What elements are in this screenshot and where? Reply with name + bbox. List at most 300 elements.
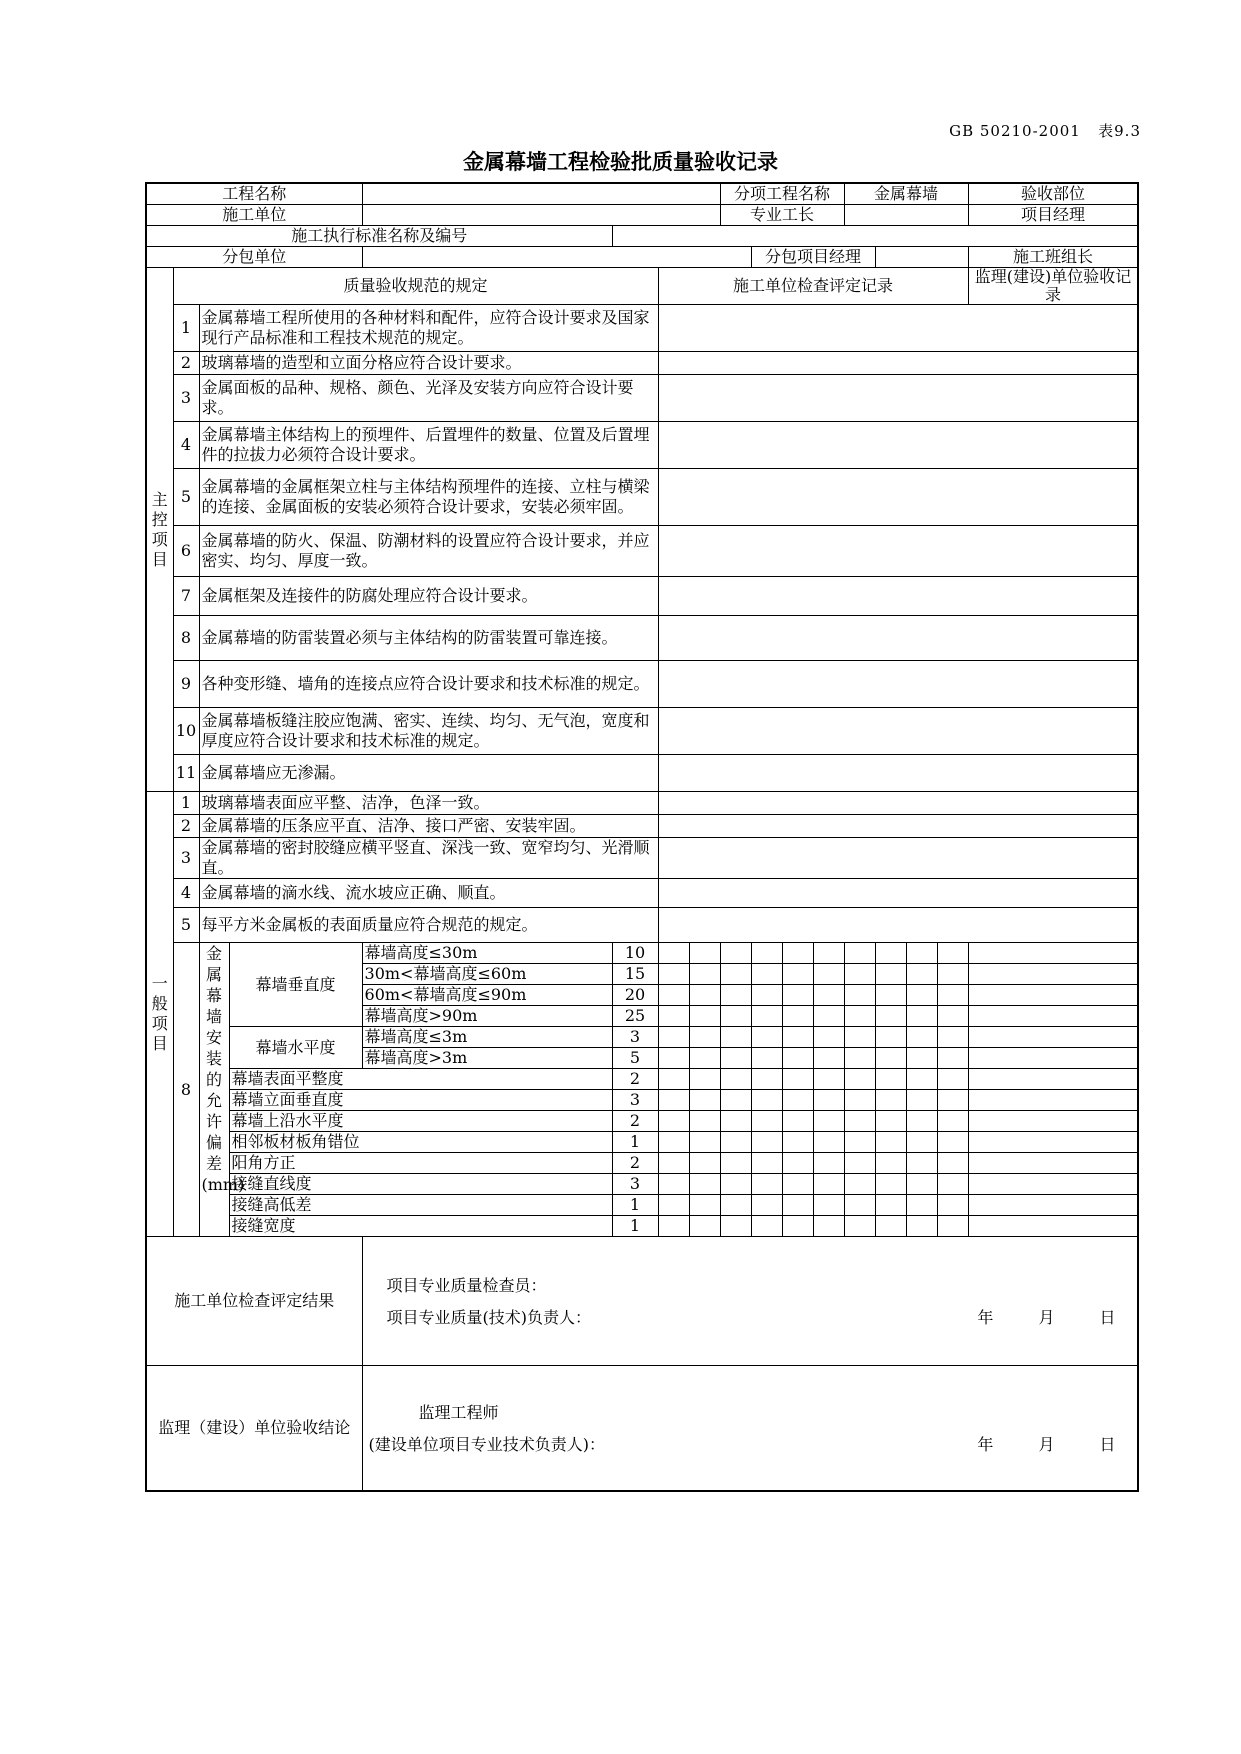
- deviation-row: [146, 1111, 1138, 1132]
- construction-result-label: 施工单位检查评定结果: [146, 1237, 362, 1366]
- measure-cell[interactable]: [720, 1048, 751, 1069]
- measure-cell[interactable]: [875, 1111, 906, 1132]
- measure-cell[interactable]: [782, 964, 813, 985]
- measure-cell[interactable]: [875, 1174, 906, 1195]
- measure-cell[interactable]: [782, 1090, 813, 1111]
- supervision-row: [146, 1366, 1138, 1492]
- main-item-no: 9: [173, 661, 199, 708]
- measure-cell[interactable]: [844, 1216, 875, 1237]
- main-item-text: 金属幕墙应无渗漏。: [199, 755, 658, 792]
- measure-cell[interactable]: [689, 985, 720, 1006]
- measure-cell[interactable]: [906, 1132, 937, 1153]
- deviation-allowed: 1: [612, 1195, 658, 1216]
- measure-cell[interactable]: [689, 1090, 720, 1111]
- main-item-row: [146, 352, 1138, 375]
- measure-cell[interactable]: [720, 1195, 751, 1216]
- measure-cell[interactable]: [813, 1048, 844, 1069]
- deviation-allowed: 3: [612, 1174, 658, 1195]
- measure-cell[interactable]: [782, 1111, 813, 1132]
- supervise-record-cell[interactable]: [968, 1090, 1138, 1111]
- supervise-record-cell[interactable]: [968, 1048, 1138, 1069]
- measure-cell[interactable]: [689, 1048, 720, 1069]
- measure-cell[interactable]: [658, 1006, 689, 1027]
- deviation-allowed: 15: [612, 964, 658, 985]
- measure-cell[interactable]: [751, 1132, 782, 1153]
- deviation-item: 幕墙表面平整度: [229, 1069, 612, 1090]
- main-item-row: [146, 755, 1138, 792]
- measure-cell[interactable]: [720, 1174, 751, 1195]
- check-record-cell[interactable]: [658, 838, 1138, 879]
- measure-cell[interactable]: [937, 1132, 968, 1153]
- measure-cell[interactable]: [937, 1090, 968, 1111]
- main-item-row: [146, 526, 1138, 577]
- measure-cell[interactable]: [906, 1174, 937, 1195]
- measure-cell[interactable]: [875, 943, 906, 964]
- general-item-row: [146, 908, 1138, 943]
- measure-cell[interactable]: [875, 1090, 906, 1111]
- supervise-record-cell[interactable]: [968, 1069, 1138, 1090]
- check-record-cell[interactable]: [658, 577, 1138, 616]
- measure-cell[interactable]: [689, 1153, 720, 1174]
- label-subcontract-manager: 分包项目经理: [751, 247, 875, 268]
- measure-cell[interactable]: [751, 1069, 782, 1090]
- deviation-item: 阳角方正: [229, 1153, 612, 1174]
- check-record-cell[interactable]: [658, 526, 1138, 577]
- measure-cell[interactable]: [658, 1111, 689, 1132]
- measure-cell[interactable]: [937, 1153, 968, 1174]
- measure-cell[interactable]: [937, 1069, 968, 1090]
- measure-cell[interactable]: [937, 1111, 968, 1132]
- deviation-allowed: 20: [612, 985, 658, 1006]
- measure-cell[interactable]: [813, 1195, 844, 1216]
- label-foreman: 专业工长: [720, 205, 844, 226]
- measure-cell[interactable]: [658, 964, 689, 985]
- measure-cell[interactable]: [844, 1048, 875, 1069]
- main-item-row: [146, 422, 1138, 469]
- measure-cell[interactable]: [689, 1006, 720, 1027]
- measure-cell[interactable]: [658, 1195, 689, 1216]
- measure-cell[interactable]: [813, 1090, 844, 1111]
- general-item-no: 2: [173, 815, 199, 838]
- measure-cell[interactable]: [751, 1006, 782, 1027]
- measure-cell[interactable]: [751, 943, 782, 964]
- deviation-item: 幕墙上沿水平度: [229, 1111, 612, 1132]
- measure-cell[interactable]: [844, 964, 875, 985]
- measure-cell[interactable]: [720, 1216, 751, 1237]
- deviation-row: [146, 1174, 1138, 1195]
- general-item-text: 金属幕墙的压条应平直、洁净、接口严密、安装牢固。: [199, 815, 658, 838]
- measure-cell[interactable]: [658, 1132, 689, 1153]
- measure-cell[interactable]: [875, 1006, 906, 1027]
- measure-cell[interactable]: [875, 964, 906, 985]
- supervise-record-cell[interactable]: [968, 1027, 1138, 1048]
- measure-cell[interactable]: [720, 1111, 751, 1132]
- label-sub-project: 分项工程名称: [720, 183, 844, 205]
- date-text: 年 月 日: [977, 1308, 1136, 1327]
- check-record-cell[interactable]: [658, 352, 1138, 375]
- measure-cell[interactable]: [658, 943, 689, 964]
- measure-cell[interactable]: [689, 1195, 720, 1216]
- check-record-cell[interactable]: [658, 422, 1138, 469]
- check-record-cell[interactable]: [658, 616, 1138, 661]
- measure-cell[interactable]: [689, 1027, 720, 1048]
- measure-cell[interactable]: [689, 1174, 720, 1195]
- measure-cell[interactable]: [658, 1153, 689, 1174]
- field-construction-unit[interactable]: [362, 205, 720, 226]
- measure-cell[interactable]: [813, 943, 844, 964]
- measure-cell[interactable]: [689, 964, 720, 985]
- measure-cell[interactable]: [658, 1090, 689, 1111]
- measure-cell[interactable]: [689, 1216, 720, 1237]
- deviation-item: 相邻板材板角错位: [229, 1132, 612, 1153]
- deviation-allowed: 1: [612, 1132, 658, 1153]
- measure-cell[interactable]: [875, 985, 906, 1006]
- column-supervise: 监理(建设)单位验收记录: [968, 268, 1138, 305]
- measure-cell[interactable]: [937, 943, 968, 964]
- deviation-row: [146, 1090, 1138, 1111]
- measure-cell[interactable]: [751, 1195, 782, 1216]
- measure-cell[interactable]: [937, 1006, 968, 1027]
- supervise-record-cell[interactable]: [968, 1195, 1138, 1216]
- general-item-row: [146, 838, 1138, 879]
- engineer-line: 监理工程师: [418, 1403, 499, 1422]
- measure-cell[interactable]: [844, 1153, 875, 1174]
- measure-cell[interactable]: [844, 1195, 875, 1216]
- main-item-row: [146, 577, 1138, 616]
- main-item-no: 1: [173, 305, 199, 352]
- check-record-cell[interactable]: [658, 755, 1138, 792]
- general-item-no: 5: [173, 908, 199, 943]
- inspection-form: [145, 182, 1139, 1492]
- measure-cell[interactable]: [906, 1090, 937, 1111]
- measure-cell[interactable]: [782, 943, 813, 964]
- measure-cell[interactable]: [813, 964, 844, 985]
- measure-cell[interactable]: [875, 1027, 906, 1048]
- measure-cell[interactable]: [937, 964, 968, 985]
- supervise-record-cell[interactable]: [968, 1153, 1138, 1174]
- deviation-allowed: 10: [612, 943, 658, 964]
- measure-cell[interactable]: [689, 943, 720, 964]
- main-item-row: [146, 661, 1138, 708]
- main-item-text: 金属幕墙板缝注胶应饱满、密实、连续、均匀、无气泡，宽度和厚度应符合设计要求和技术标准的规定。: [199, 708, 658, 755]
- label-project-name: 工程名称: [146, 183, 362, 205]
- supervise-record-cell[interactable]: [968, 1132, 1138, 1153]
- main-item-row: [146, 305, 1138, 352]
- field-project-name[interactable]: [362, 183, 720, 205]
- info-row-2: [146, 205, 1138, 226]
- main-item-text: 金属面板的品种、规格、颜色、光泽及安装方向应符合设计要求。: [199, 375, 658, 422]
- measure-cell[interactable]: [875, 1069, 906, 1090]
- measure-cell[interactable]: [844, 1111, 875, 1132]
- check-record-cell[interactable]: [658, 792, 1138, 815]
- deviation-allowed: 3: [612, 1090, 658, 1111]
- measure-cell[interactable]: [937, 985, 968, 1006]
- measure-cell[interactable]: [751, 1174, 782, 1195]
- main-item-no: 7: [173, 577, 199, 616]
- measure-cell[interactable]: [937, 1174, 968, 1195]
- measure-cell[interactable]: [720, 985, 751, 1006]
- measure-cell[interactable]: [875, 1132, 906, 1153]
- main-item-row: [146, 616, 1138, 661]
- deviation-row: [146, 1027, 1138, 1048]
- main-item-text: 金属框架及连接件的防腐处理应符合设计要求。: [199, 577, 658, 616]
- measure-cell[interactable]: [813, 985, 844, 1006]
- measure-cell[interactable]: [782, 1048, 813, 1069]
- measure-cell[interactable]: [937, 1216, 968, 1237]
- measure-cell[interactable]: [906, 1195, 937, 1216]
- main-item-no: 8: [173, 616, 199, 661]
- measure-cell[interactable]: [720, 1132, 751, 1153]
- measure-cell[interactable]: [844, 1006, 875, 1027]
- measure-cell[interactable]: [720, 1027, 751, 1048]
- measure-cell[interactable]: [937, 1048, 968, 1069]
- deviation-allowed: 1: [612, 1216, 658, 1237]
- main-item-no: 2: [173, 352, 199, 375]
- deviation-condition: 30m<幕墙高度≤60m: [362, 964, 612, 985]
- measure-cell[interactable]: [844, 1132, 875, 1153]
- info-row-3: [146, 226, 1138, 247]
- main-item-no: 10: [173, 708, 199, 755]
- column-check: 施工单位检查评定记录: [658, 268, 968, 305]
- main-item-text: 各种变形缝、墙角的连接点应符合设计要求和技术标准的规定。: [199, 661, 658, 708]
- measure-cell[interactable]: [658, 1069, 689, 1090]
- measure-cell[interactable]: [782, 985, 813, 1006]
- deviation-item: 接缝直线度: [229, 1174, 612, 1195]
- measure-cell[interactable]: [906, 1069, 937, 1090]
- measure-cell[interactable]: [782, 1069, 813, 1090]
- measure-cell[interactable]: [906, 1006, 937, 1027]
- measure-cell[interactable]: [813, 1111, 844, 1132]
- measure-cell[interactable]: [813, 1153, 844, 1174]
- measure-cell[interactable]: [751, 985, 782, 1006]
- deviation-condition: 幕墙高度>90m: [362, 1006, 612, 1027]
- label-standard: 施工执行标准名称及编号: [146, 226, 612, 247]
- measure-cell[interactable]: [937, 1195, 968, 1216]
- measure-cell[interactable]: [875, 1216, 906, 1237]
- deviation-row: [146, 1153, 1138, 1174]
- deviation-allowed: 5: [612, 1048, 658, 1069]
- standard-code: GB 50210-2001 表9.3: [949, 122, 1141, 140]
- measure-cell[interactable]: [844, 985, 875, 1006]
- measure-cell[interactable]: [782, 1027, 813, 1048]
- supervise-record-cell[interactable]: [968, 1174, 1138, 1195]
- measure-cell[interactable]: [844, 1069, 875, 1090]
- measure-cell[interactable]: [720, 1090, 751, 1111]
- measure-cell[interactable]: [782, 1153, 813, 1174]
- check-record-cell[interactable]: [658, 661, 1138, 708]
- measure-cell[interactable]: [813, 1027, 844, 1048]
- measure-cell[interactable]: [751, 1111, 782, 1132]
- deviation-condition: 幕墙高度≤3m: [362, 1027, 612, 1048]
- supervise-record-cell[interactable]: [968, 1006, 1138, 1027]
- supervise-record-cell[interactable]: [968, 1111, 1138, 1132]
- general-item-text: 金属幕墙的密封胶缝应横平竖直、深浅一致、宽窄均匀、光滑顺直。: [199, 838, 658, 879]
- deviation-item: 幕墙立面垂直度: [229, 1090, 612, 1111]
- measure-cell[interactable]: [720, 1069, 751, 1090]
- measure-cell[interactable]: [689, 1111, 720, 1132]
- measure-cell[interactable]: [937, 1027, 968, 1048]
- measure-cell[interactable]: [751, 1027, 782, 1048]
- measure-cell[interactable]: [813, 1132, 844, 1153]
- measure-cell[interactable]: [658, 985, 689, 1006]
- measure-cell[interactable]: [751, 1090, 782, 1111]
- deviation-row: [146, 1069, 1138, 1090]
- measure-cell[interactable]: [782, 1006, 813, 1027]
- label-team-leader: 施工班组长: [968, 247, 1138, 268]
- deviation-row: [146, 1132, 1138, 1153]
- check-record-cell[interactable]: [658, 375, 1138, 422]
- general-item-no: 1: [173, 792, 199, 815]
- measure-cell[interactable]: [906, 964, 937, 985]
- measure-cell[interactable]: [844, 943, 875, 964]
- inspector-line: 项目专业质量检查员：: [386, 1276, 547, 1295]
- deviation-label: 金属幕墙安装的允许偏差(mm): [199, 943, 229, 1237]
- field-sub-project[interactable]: 金属幕墙: [844, 183, 968, 205]
- measure-cell[interactable]: [906, 1111, 937, 1132]
- column-header-row: [146, 268, 1138, 305]
- construction-result-row: [146, 1237, 1138, 1366]
- measure-cell[interactable]: [720, 1153, 751, 1174]
- measure-cell[interactable]: [658, 1174, 689, 1195]
- measure-cell[interactable]: [751, 1048, 782, 1069]
- measure-cell[interactable]: [813, 1069, 844, 1090]
- deviation-no: 8: [173, 943, 199, 1237]
- supervise-record-cell[interactable]: [968, 964, 1138, 985]
- deviation-row: [146, 1195, 1138, 1216]
- supervision-cell[interactable]: [362, 1366, 1138, 1492]
- deviation-row: [146, 943, 1138, 964]
- supervise-record-cell[interactable]: [968, 985, 1138, 1006]
- general-item-no: 4: [173, 879, 199, 908]
- field-subcontract-unit[interactable]: [362, 247, 751, 268]
- check-record-cell[interactable]: [658, 879, 1138, 908]
- measure-cell[interactable]: [720, 1006, 751, 1027]
- date-text: 年 月 日: [977, 1435, 1136, 1454]
- main-item-text: 金属幕墙的金属框架立柱与主体结构预埋件的连接、立柱与横梁的连接、金属面板的安装必须符合设计要求，安装必须牢固。: [199, 469, 658, 526]
- field-foreman[interactable]: [844, 205, 968, 226]
- main-item-row: [146, 708, 1138, 755]
- label-project-manager: 项目经理: [968, 205, 1138, 226]
- measure-cell[interactable]: [782, 1195, 813, 1216]
- measure-cell[interactable]: [875, 1153, 906, 1174]
- deviation-allowed: 2: [612, 1069, 658, 1090]
- info-row-4: [146, 247, 1138, 268]
- deviation-allowed: 2: [612, 1153, 658, 1174]
- main-item-no: 6: [173, 526, 199, 577]
- supervise-record-cell[interactable]: [968, 943, 1138, 964]
- measure-cell[interactable]: [658, 1216, 689, 1237]
- general-item-text: 玻璃幕墙表面应平整、洁净，色泽一致。: [199, 792, 658, 815]
- deviation-item: 接缝宽度: [229, 1216, 612, 1237]
- check-record-cell[interactable]: [658, 305, 1138, 352]
- main-item-text: 金属幕墙的防雷装置必须与主体结构的防雷装置可靠连接。: [199, 616, 658, 661]
- check-record-cell[interactable]: [658, 908, 1138, 943]
- general-items-label: 一般项目: [146, 792, 173, 1237]
- general-item-text: 每平方米金属板的表面质量应符合规范的规定。: [199, 908, 658, 943]
- label-acceptance-part: 验收部位: [968, 183, 1138, 205]
- field-subcontract-manager[interactable]: [875, 247, 968, 268]
- check-record-cell[interactable]: [658, 469, 1138, 526]
- measure-cell[interactable]: [875, 1048, 906, 1069]
- measure-cell[interactable]: [906, 943, 937, 964]
- main-item-no: 4: [173, 422, 199, 469]
- general-item-row: [146, 792, 1138, 815]
- general-item-row: [146, 879, 1138, 908]
- measure-cell[interactable]: [844, 1174, 875, 1195]
- measure-cell[interactable]: [751, 964, 782, 985]
- measure-cell[interactable]: [906, 1153, 937, 1174]
- main-item-text: 金属幕墙工程所使用的各种材料和配件，应符合设计要求及国家现行产品标准和工程技术规范的规定。: [199, 305, 658, 352]
- general-item-row: [146, 815, 1138, 838]
- main-item-text: 金属幕墙的防火、保温、防潮材料的设置应符合设计要求，并应密实、均匀、厚度一致。: [199, 526, 658, 577]
- page-title: 金属幕墙工程检验批质量验收记录: [463, 150, 778, 174]
- deviation-condition: 60m<幕墙高度≤90m: [362, 985, 612, 1006]
- measure-cell[interactable]: [844, 1090, 875, 1111]
- measure-cell[interactable]: [720, 964, 751, 985]
- general-item-no: 3: [173, 838, 199, 879]
- deviation-item: 接缝高低差: [229, 1195, 612, 1216]
- main-item-text: 金属幕墙主体结构上的预埋件、后置埋件的数量、位置及后置埋件的拉拔力必须符合设计要求。: [199, 422, 658, 469]
- measure-cell[interactable]: [658, 1027, 689, 1048]
- tech-leader-line: 项目专业质量(技术)负责人： 年 月 日: [387, 1303, 1136, 1333]
- construction-result-cell[interactable]: [362, 1237, 1138, 1366]
- measure-cell[interactable]: [751, 1216, 782, 1237]
- main-item-no: 11: [173, 755, 199, 792]
- info-row-1: [146, 183, 1138, 205]
- measure-cell[interactable]: [906, 985, 937, 1006]
- main-item-text: 玻璃幕墙的造型和立面分格应符合设计要求。: [199, 352, 658, 375]
- main-item-row: [146, 375, 1138, 422]
- deviation-row: [146, 1216, 1138, 1237]
- measure-cell[interactable]: [689, 1069, 720, 1090]
- main-items-label: 主控项目: [146, 268, 173, 792]
- supervise-record-cell[interactable]: [968, 1216, 1138, 1237]
- vertical-label: 幕墙垂直度: [229, 943, 362, 1027]
- level-label: 幕墙水平度: [229, 1027, 362, 1069]
- owner-leader-line: (建设单位项目专业技术负责人)： 年 月 日: [369, 1430, 1136, 1460]
- measure-cell[interactable]: [689, 1132, 720, 1153]
- deviation-condition: 幕墙高度>3m: [362, 1048, 612, 1069]
- measure-cell[interactable]: [813, 1006, 844, 1027]
- supervision-label: 监理（建设）单位验收结论: [146, 1366, 362, 1492]
- measure-cell[interactable]: [782, 1174, 813, 1195]
- deviation-allowed: 2: [612, 1111, 658, 1132]
- general-item-text: 金属幕墙的滴水线、流水坡应正确、顺直。: [199, 879, 658, 908]
- measure-cell[interactable]: [751, 1153, 782, 1174]
- measure-cell[interactable]: [813, 1174, 844, 1195]
- measure-cell[interactable]: [906, 1027, 937, 1048]
- measure-cell[interactable]: [658, 1048, 689, 1069]
- main-item-no: 5: [173, 469, 199, 526]
- label-construction-unit: 施工单位: [146, 205, 362, 226]
- deviation-condition: 幕墙高度≤30m: [362, 943, 612, 964]
- main-item-no: 3: [173, 375, 199, 422]
- measure-cell[interactable]: [906, 1048, 937, 1069]
- measure-cell[interactable]: [844, 1027, 875, 1048]
- measure-cell[interactable]: [875, 1195, 906, 1216]
- measure-cell[interactable]: [813, 1216, 844, 1237]
- main-item-row: [146, 469, 1138, 526]
- check-record-cell[interactable]: [658, 708, 1138, 755]
- measure-cell[interactable]: [906, 1216, 937, 1237]
- check-record-cell[interactable]: [658, 815, 1138, 838]
- measure-cell[interactable]: [782, 1132, 813, 1153]
- field-standard[interactable]: [612, 226, 1138, 247]
- measure-cell[interactable]: [782, 1216, 813, 1237]
- column-spec: 质量验收规范的规定: [173, 268, 658, 305]
- measure-cell[interactable]: [720, 943, 751, 964]
- label-subcontract-unit: 分包单位: [146, 247, 362, 268]
